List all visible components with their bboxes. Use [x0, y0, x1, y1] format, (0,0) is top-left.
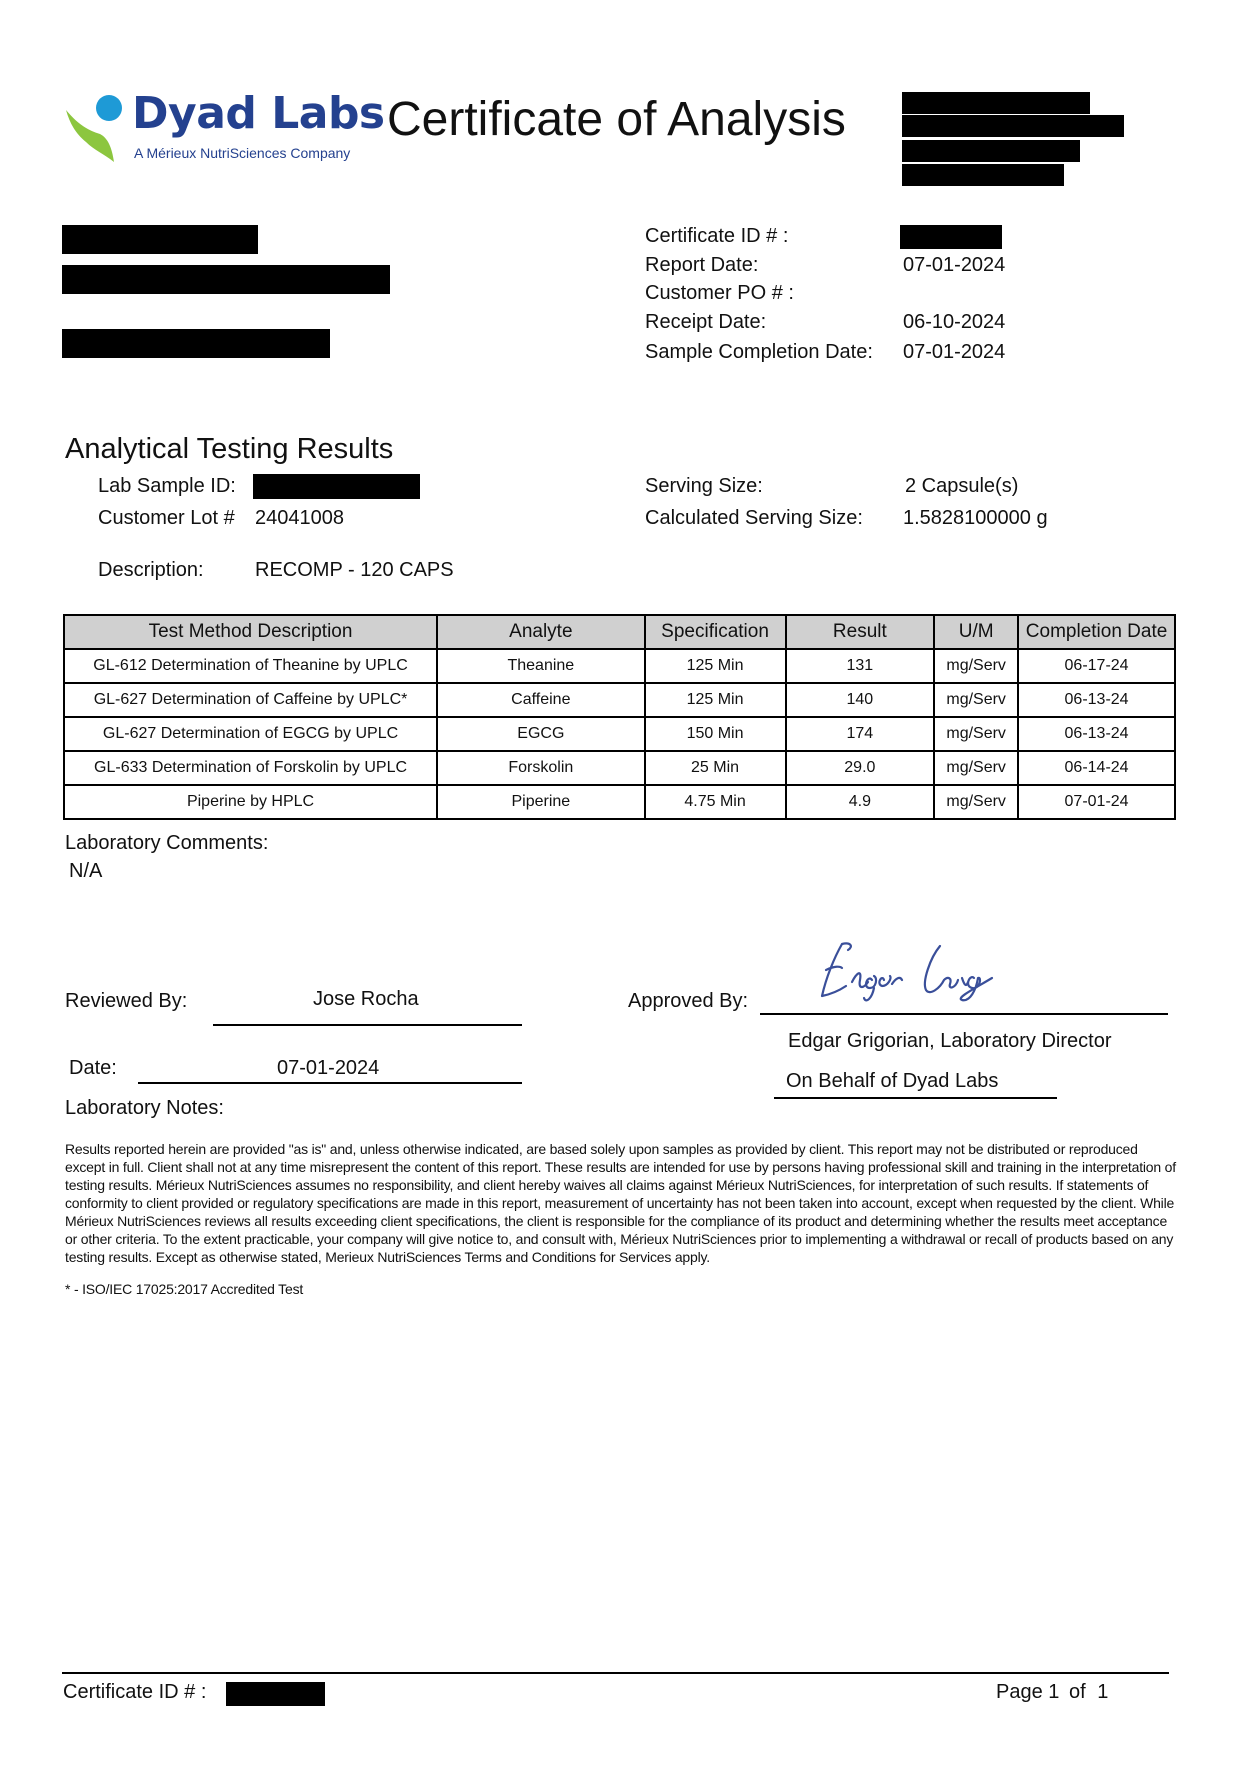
table-header-row — [64, 615, 1175, 649]
footer-divider — [62, 1672, 1169, 1674]
table-cell: Caffeine — [437, 683, 645, 717]
table-cell: Theanine — [437, 649, 645, 683]
redacted-block — [902, 140, 1080, 162]
page-of: of — [1068, 1681, 1086, 1703]
redacted-lab-sample-id — [253, 474, 420, 499]
table-row — [64, 683, 1175, 717]
notes-text: Results reported herein are provided "as is" and, unless otherwise indicated, are based solely upon samples as provided by client. This report may not be distributed or reproduced except in full. Client shall not at any time misrepresent the content of this report. These results are intended for use by persons having professional skill and training in the interpretation of testing results. Mérieux NutriSciences assumes no responsibility, and client hereby waives all claims against Mérieux NutriSciences, for interpretation of such results. If statements of conformity to client provided or regulatory specifications are made in this report, measurement of uncertainty has not been taken into account, except when requested by the client. While Mérieux NutriSciences reviews all results exceeding client specifications, the client is responsible for the compliance of its product and determining whether the results meet acceptance or other criteria. To the extent practicable, your company will give notice to, and consult with, Mérieux NutriSciences prior to implementing a withdrawal or recall of products based on any testing results. Except as otherwise stated, Merieux NutriSciences Terms and Conditions for Services apply. — [65, 1141, 1176, 1265]
accreditation-note: * - ISO/IEC 17025:2017 Accredited Test — [65, 1281, 304, 1297]
table-row — [64, 649, 1175, 683]
table-cell: 174 — [786, 717, 935, 751]
table-cell: mg/Serv — [934, 751, 1018, 785]
table-cell: 140 — [786, 683, 935, 717]
brand-subtitle: A Mérieux NutriSciences Company — [134, 145, 351, 161]
dyad-labs-logo-icon — [64, 92, 130, 164]
serving-size-label: Serving Size: — [645, 475, 763, 497]
sample-completion-label: Sample Completion Date: — [645, 341, 873, 363]
table-cell: mg/Serv — [934, 785, 1018, 819]
table-cell: 06-13-24 — [1018, 717, 1175, 751]
report-date-label: Report Date: — [645, 254, 759, 276]
table-row — [64, 751, 1175, 785]
customer-po-label: Customer PO # : — [645, 282, 794, 304]
redacted-address — [62, 265, 390, 294]
customer-lot-label: Customer Lot # — [98, 507, 235, 529]
footer-certificate-id-label: Certificate ID # : — [63, 1681, 207, 1703]
table-cell: GL-627 Determination of EGCG by UPLC — [64, 717, 437, 751]
redacted-block — [902, 115, 1124, 137]
notes-label: Laboratory Notes: — [65, 1097, 224, 1119]
calc-serving-size-label: Calculated Serving Size: — [645, 507, 863, 529]
review-date-line — [138, 1082, 522, 1084]
table-row — [64, 717, 1175, 751]
page-label: Page — [996, 1681, 1043, 1703]
page-current: 1 — [1048, 1681, 1060, 1703]
redacted-certificate-id — [900, 225, 1002, 249]
table-cell: Forskolin — [437, 751, 645, 785]
table-cell: 07-01-24 — [1018, 785, 1175, 819]
reviewed-by-label: Reviewed By: — [65, 990, 188, 1012]
section-title: Analytical Testing Results — [65, 433, 394, 465]
redacted-footer-certificate-id — [226, 1682, 325, 1706]
table-cell: GL-627 Determination of Caffeine by UPLC* — [64, 683, 437, 717]
column-header: Completion Date — [1018, 615, 1175, 649]
handwritten-signature-icon — [812, 938, 1002, 1008]
table-cell: EGCG — [437, 717, 645, 751]
table-cell: mg/Serv — [934, 649, 1018, 683]
description: RECOMP - 120 CAPS — [255, 559, 454, 581]
customer-lot: 24041008 — [255, 507, 344, 529]
redacted-block — [902, 164, 1064, 186]
column-header: Result — [786, 615, 935, 649]
table-cell: 125 Min — [645, 649, 786, 683]
page-number — [996, 1681, 1108, 1704]
column-header: U/M — [934, 615, 1018, 649]
table-cell: 150 Min — [645, 717, 786, 751]
serving-size: 2 Capsule(s) — [905, 475, 1019, 497]
on-behalf-line — [774, 1097, 1057, 1099]
table-cell: 06-14-24 — [1018, 751, 1175, 785]
table-cell: mg/Serv — [934, 683, 1018, 717]
table-cell: 06-13-24 — [1018, 683, 1175, 717]
approver-name: Edgar Grigorian, Laboratory Director — [788, 1030, 1112, 1052]
on-behalf: On Behalf of Dyad Labs — [786, 1070, 999, 1092]
page-title: Certificate of Analysis — [387, 93, 846, 146]
table-cell: Piperine — [437, 785, 645, 819]
approved-by-line — [760, 1013, 1168, 1015]
redacted-address — [62, 225, 258, 254]
column-header: Specification — [645, 615, 786, 649]
reviewed-by-line — [213, 1024, 522, 1026]
column-header: Analyte — [437, 615, 645, 649]
redacted-address — [62, 329, 330, 358]
report-date: 07-01-2024 — [903, 254, 1006, 276]
sample-completion-date: 07-01-2024 — [903, 341, 1006, 363]
comments-label: Laboratory Comments: — [65, 832, 269, 854]
column-header: Test Method Description — [64, 615, 437, 649]
table-cell: 25 Min — [645, 751, 786, 785]
lab-sample-id-label: Lab Sample ID: — [98, 475, 236, 497]
description-label: Description: — [98, 559, 204, 581]
table-cell: 29.0 — [786, 751, 935, 785]
table-cell: mg/Serv — [934, 717, 1018, 751]
table-cell: 131 — [786, 649, 935, 683]
comments-value: N/A — [69, 860, 103, 882]
certificate-id-label: Certificate ID # : — [645, 225, 789, 247]
review-date-label: Date: — [69, 1057, 117, 1079]
review-date: 07-01-2024 — [277, 1057, 380, 1079]
table-cell: Piperine by HPLC — [64, 785, 437, 819]
page-total: 1 — [1097, 1681, 1109, 1703]
receipt-date: 06-10-2024 — [903, 311, 1006, 333]
reviewed-by-name: Jose Rocha — [313, 988, 419, 1010]
table-cell: 06-17-24 — [1018, 649, 1175, 683]
table-cell: 4.75 Min — [645, 785, 786, 819]
results-table — [63, 614, 1176, 820]
brand-name: Dyad Labs — [132, 88, 385, 139]
table-row — [64, 785, 1175, 819]
receipt-date-label: Receipt Date: — [645, 311, 767, 333]
calc-serving-size: 1.5828100000 g — [903, 507, 1048, 529]
redacted-block — [902, 92, 1090, 114]
table-cell: GL-633 Determination of Forskolin by UPLC — [64, 751, 437, 785]
table-cell: GL-612 Determination of Theanine by UPLC — [64, 649, 437, 683]
table-cell: 4.9 — [786, 785, 935, 819]
table-cell: 125 Min — [645, 683, 786, 717]
approved-by-label: Approved By: — [628, 990, 749, 1012]
